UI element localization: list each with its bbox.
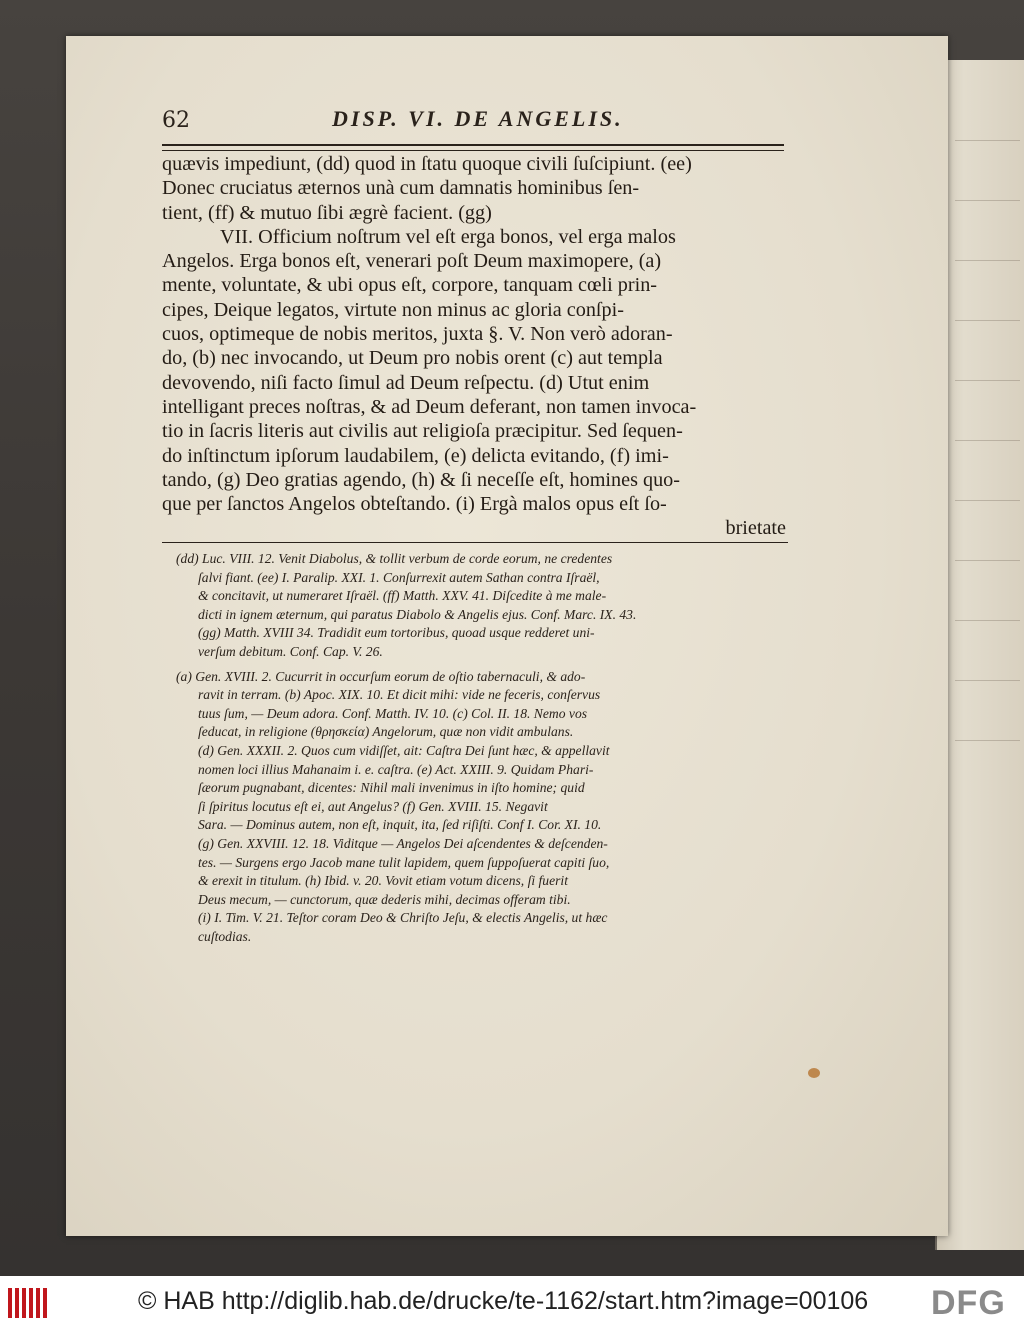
footnote-line: nomen loci illius Mahanaim i. e. caſtra. (e) Act. XXIII. 9. Quidam Phari- bbox=[198, 761, 594, 777]
footnote-line: cuſtodias. bbox=[198, 928, 252, 944]
dfg-logo: DFG bbox=[931, 1284, 1006, 1322]
footnote-line: (g) Gen. XXVIII. 12. 18. Viditque — Angelos Dei aſcendentes & deſcenden- bbox=[198, 835, 608, 851]
catchword: brietate bbox=[725, 517, 786, 540]
running-head: DISP. VI. DE ANGELIS. bbox=[332, 106, 624, 131]
text-line: do inſtinctum ipſorum laudabilem, (e) delicta evitando, (f) imi- bbox=[162, 444, 669, 467]
footnote-line: & concitavit, ut numeraret Iſraël. (ff) Matth. XXV. 41. Diſcedite à me male- bbox=[198, 588, 607, 604]
text-line: do, (b) nec invocando, ut Deum pro nobis orent (c) aut templa bbox=[162, 347, 663, 370]
footnote-line: & erexit in titulum. (h) Ibid. v. 20. Vovit etiam votum dicens, ſi fuerit bbox=[198, 873, 568, 889]
footnote-line: Deus mecum, — cunctorum, quæ dederis mihi, decimas offeram tibi. bbox=[198, 891, 571, 907]
adjacent-page-edge bbox=[935, 60, 1024, 1250]
page-number: 62 bbox=[162, 108, 190, 133]
footnote-line: (a) Gen. XVIII. 2. Cucurrit in occurſum eorum de oſtio tabernaculi, & ado- bbox=[176, 668, 586, 684]
page-header bbox=[162, 104, 758, 136]
text-line: tient, (ff) & mutuo ſibi ægrè facient. (gg) bbox=[162, 201, 492, 224]
header-rule-thin bbox=[162, 150, 784, 151]
text-line: mente, voluntate, & ubi opus eſt, corpore, tanquam cœli prin- bbox=[162, 274, 658, 297]
header-rule bbox=[162, 144, 784, 146]
footnote-line: tuus ſum, — Deum adora. Conf. Matth. IV. 10. (c) Col. II. 18. Nemo vos bbox=[198, 705, 588, 721]
footnote-line: (gg) Matth. XVIII 34. Tradidit eum tortoribus, quoad usque redderet uni- bbox=[198, 625, 595, 641]
footnote-line: ſi ſpiritus locutus eſt ei, aut Angelus? (f) Gen. XVIII. 15. Negavit bbox=[198, 798, 548, 814]
footnote-line: ravit in terram. (b) Apoc. XIX. 10. Et dicit mihi: vide ne feceris, conſervus bbox=[198, 687, 601, 703]
viewer-footer bbox=[0, 1276, 1024, 1329]
text-line: intelligant preces noſtras, & ad Deum deferant, non tamen invoca- bbox=[162, 395, 697, 418]
text-line: tando, (g) Deo gratias agendo, (h) & ſi neceſſe eſt, homines quo- bbox=[162, 468, 680, 491]
text-line: devovendo, niſi facto ſimul ad Deum reſpectu. (d) Utut enim bbox=[162, 371, 650, 394]
footnote-line: (i) I. Tim. V. 21. Teſtor coram Deo & Chriſto Jeſu, & electis Angelis, ut hæc bbox=[198, 910, 608, 926]
footnote-line: (dd) Luc. VIII. 12. Venit Diabolus, & tollit verbum de corde eorum, ne credentes bbox=[176, 551, 613, 566]
paragraph-start: VII. Officium noſtrum vel eſt erga bonos, vel erga malos bbox=[220, 225, 676, 248]
text-line: Angelos. Erga bonos eſt, venerari poſt Deum maximopere, (a) bbox=[162, 250, 662, 273]
paper-stain bbox=[808, 1068, 820, 1078]
footnotes bbox=[176, 550, 788, 946]
text-line: que per ſanctos Angelos obteſtando. (i) Ergà malos opus eſt ſo- bbox=[162, 493, 667, 516]
footnote-line: (d) Gen. XXXII. 2. Quos cum vidiſſet, ait: Caſtra Dei ſunt hæc, & appellavit bbox=[198, 742, 610, 758]
footnote-line: verſum debitum. Conf. Cap. V. 26. bbox=[198, 643, 383, 659]
footnote-line: dicti in ignem æternum, qui paratus Diabolo & Angelis ejus. Conf. Marc. IX. 43. bbox=[198, 606, 637, 622]
main-text bbox=[162, 152, 786, 541]
hab-logo-icon bbox=[8, 1288, 48, 1318]
footnote-line: tes. — Surgens ergo Jacob mane tulit lapidem, quem ſuppoſuerat capiti ſuo, bbox=[198, 854, 610, 870]
text-line: Donec cruciatus æternos unà cum damnatis hominibus ſen- bbox=[162, 177, 640, 200]
text-line: tio in ſacris literis aut civilis aut religioſa præcipitur. Sed ſequen- bbox=[162, 420, 683, 443]
footnote-line: ſæorum pugnabant, dicentes: Nihil mali invenimus in iſto homine; quid bbox=[198, 780, 585, 796]
footnote-line: ſalvi fiant. (ee) I. Paralip. XXI. 1. Conſurrexit autem Sathan contra Iſraël, bbox=[198, 569, 600, 585]
footnote-line: ſeducat, in religione (θρησκεία) Angelorum, quæ non vidit ambulans. bbox=[198, 724, 574, 740]
footnote-separator bbox=[162, 542, 788, 543]
footnote-line: Sara. — Dominus autem, non eſt, inquit, ita, ſed riſiſti. Conf I. Cor. XI. 10. bbox=[198, 817, 602, 833]
text-line: quævis impediunt, (dd) quod in ſtatu quoque civili ſuſcipiunt. (ee) bbox=[162, 153, 692, 175]
copyright-link[interactable]: © HAB http://diglib.hab.de/drucke/te-1162/start.htm?image=00106 bbox=[138, 1287, 869, 1315]
text-line: cuos, optimeque de nobis meritos, juxta §. V. Non verò adoran- bbox=[162, 323, 673, 346]
text-line: cipes, Deique legatos, virtute non minus ac gloria conſpi- bbox=[162, 298, 624, 321]
